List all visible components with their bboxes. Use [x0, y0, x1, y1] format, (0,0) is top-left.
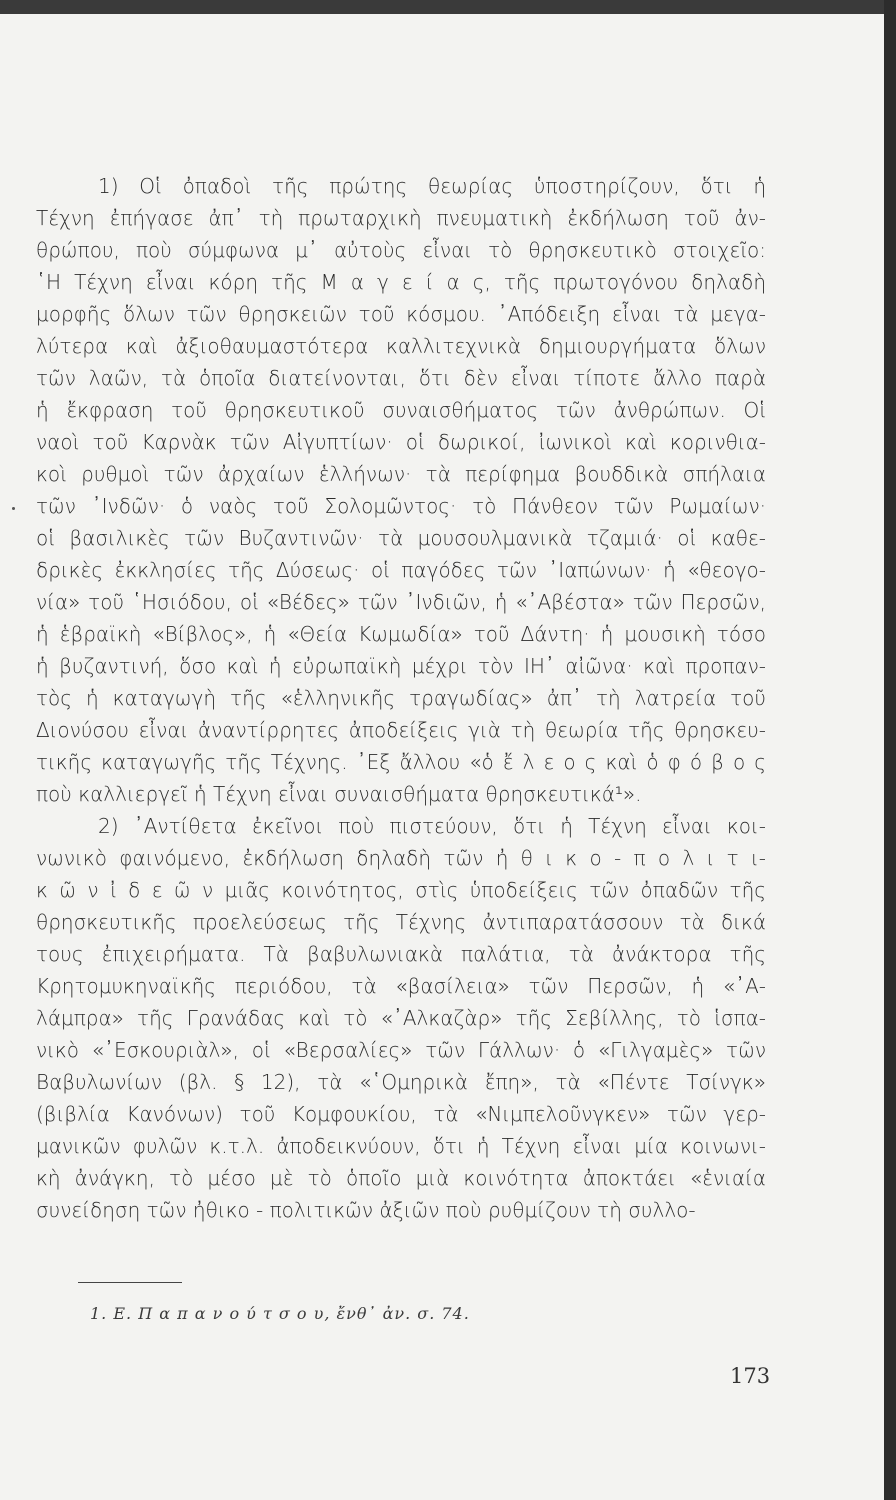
text-line: θρώπου, ποὺ σύμφωνα μ᾽ αὐτοὺς εἶναι τὸ θρησκευτικὸ στοιχεῖο: — [36, 238, 766, 262]
text-line: δρικὲς ἐκκλησίες τῆς Δύσεως· οἱ παγόδες τῶν ᾽Ιαπώνων· ἡ «θεογο- — [36, 558, 766, 582]
book-page — [0, 14, 884, 1500]
scan-top-border — [0, 0, 896, 14]
text-line: (βιβλία Κανόνων) τοῦ Κομφουκίου, τὰ «Νιμπελοῦνγκεν» τῶν γερ- — [36, 1102, 766, 1126]
text-line: οἱ βασιλικὲς τῶν Βυζαντινῶν· τὰ μουσουλμανικὰ τζαμιά· οἱ καθε- — [36, 526, 766, 550]
text-line: 1) Οἱ ὀπαδοὶ τῆς πρώτης θεωρίας ὑποστηρίζουν, ὅτι ἡ — [98, 174, 766, 198]
text-line: τὸς ἡ καταγωγὴ τῆς «ἑλληνικῆς τραγωδίας» ἀπ᾽ τὴ λατρεία τοῦ — [36, 686, 766, 710]
text-line: συνείδηση τῶν ἠθικο - πολιτικῶν ἀξιῶν ποὺ ρυθμίζουν τὴ συλλο- — [36, 1198, 696, 1222]
text-line: λάμπρα» τῆς Γρανάδας καὶ τὸ «᾽Αλκαζὰρ» τῆς Σεβίλλης, τὸ ἱσπα- — [36, 1006, 766, 1030]
text-line: ῾Η Τέχνη εἶναι κόρη τῆς Μ α γ ε ί α ς, τῆς πρωτογόνου δηλαδὴ — [36, 270, 766, 294]
text-line: κ ῶ ν ἰ δ ε ῶ ν μιᾶς κοινότητος, στὶς ὑποδείξεις τῶν ὀπαδῶν τῆς — [36, 878, 766, 902]
text-line: νικὸ «᾽Εσκουριὰλ», οἱ «Βερσαλίες» τῶν Γάλλων· ὁ «Γιλγαμὲς» τῶν — [36, 1038, 766, 1062]
text-line: 2) ᾽Αντίθετα ἐκεῖνοι ποὺ πιστεύουν, ὅτι ἡ Τέχνη εἶναι κοι- — [98, 814, 766, 838]
page-number: 173 — [730, 1364, 771, 1388]
text-line: Τέχνη ἐπήγασε ἀπ᾽ τὴ πρωταρχικὴ πνευματικὴ ἐκδήλωση τοῦ ἀν- — [36, 206, 766, 230]
text-line: νωνικὸ φαινόμενο, ἐκδήλωση δηλαδὴ τῶν ἠ θ ι κ ο - π ο λ ι τ ι- — [36, 846, 766, 870]
text-line: νία» τοῦ ῾Ησιόδου, οἱ «Βέδες» τῶν ᾽Ινδιῶν, ἡ «᾽Αβέστα» τῶν Περσῶν, — [36, 590, 766, 614]
text-line: ἡ ἔκφραση τοῦ θρησκευτικοῦ συναισθήματος τῶν ἀνθρώπων. Οἱ — [36, 398, 766, 422]
text-line: κὴ ἀνάγκη, τὸ μέσο μὲ τὸ ὁποῖο μιὰ κοινότητα ἀποκτάει «ἑνιαία — [36, 1166, 766, 1190]
text-line: θρησκευτικῆς προελεύσεως τῆς Τέχνης ἀντιπαρατάσσουν τὰ δικά — [36, 910, 766, 934]
text-line: ποὺ καλλιεργεῖ ἡ Τέχνη εἶναι συναισθήματα θρησκευτικά¹». — [36, 782, 642, 806]
text-line: Κρητομυκηναϊκῆς περιόδου, τὰ «βασίλεια» τῶν Περσῶν, ἡ «᾽Α- — [36, 974, 766, 998]
text-line: κοὶ ρυθμοὶ τῶν ἀρχαίων ἑλλήνων· τὰ περίφημα βουδδικὰ σπήλαια — [36, 462, 766, 486]
text-line: ἡ ἑβραϊκὴ «Βίβλος», ἡ «Θεία Κωμωδία» τοῦ Δάντη· ἡ μουσικὴ τόσο — [36, 622, 766, 646]
text-line: τῶν ᾽Ινδῶν· ὁ ναὸς τοῦ Σολομῶντος· τὸ Πάνθεον τῶν Ρωμαίων· — [36, 494, 766, 518]
scan-speck — [12, 507, 15, 510]
text-line: Διονύσου εἶναι ἀναντίρρητες ἀποδείξεις γιὰ τὴ θεωρία τῆς θρησκευ- — [36, 718, 766, 742]
text-line: μανικῶν φυλῶν κ.τ.λ. ἀποδεικνύουν, ὅτι ἡ Τέχνη εἶναι μία κοινωνι- — [36, 1134, 766, 1158]
text-line: ναοὶ τοῦ Καρνὰκ τῶν Αἰγυπτίων· οἱ δωρικοί, ἰωνικοὶ καὶ κορινθια- — [36, 430, 766, 454]
footnote: 1. Ε. Π α π α ν ο ύ τ σ ο υ, ἔνθ᾽ ἀν. σ. 74. — [90, 1304, 470, 1323]
text-line: ἡ βυζαντινή, ὅσο καὶ ἡ εὐρωπαϊκὴ μέχρι τὸν ΙΗ᾽ αἰῶνα· καὶ προπαν- — [36, 654, 766, 678]
text-line: τῶν λαῶν, τὰ ὁποῖα διατείνονται, ὅτι δὲν εἶναι τίποτε ἄλλο παρὰ — [36, 366, 766, 390]
body-text — [36, 170, 766, 1226]
text-line: τους ἐπιχειρήματα. Τὰ βαβυλωνιακὰ παλάτια, τὰ ἀνάκτορα τῆς — [36, 942, 766, 966]
scan-right-border — [884, 0, 896, 1500]
footnote-rule — [78, 1282, 182, 1283]
text-line: τικῆς καταγωγῆς τῆς Τέχνης. ᾽Εξ ἄλλου «ὁ ἔ λ ε ο ς καὶ ὁ φ ό β ο ς — [36, 750, 766, 774]
text-line: λύτερα καὶ ἀξιοθαυμαστότερα καλλιτεχνικὰ δημιουργήματα ὅλων — [36, 334, 766, 358]
text-line: μορφῆς ὅλων τῶν θρησκειῶν τοῦ κόσμου. ᾽Απόδειξη εἶναι τὰ μεγα- — [36, 302, 766, 326]
text-line: Βαβυλωνίων (βλ. § 12), τὰ «῾Ομηρικὰ ἔπη», τὰ «Πέντε Τσίνγκ» — [36, 1070, 766, 1094]
